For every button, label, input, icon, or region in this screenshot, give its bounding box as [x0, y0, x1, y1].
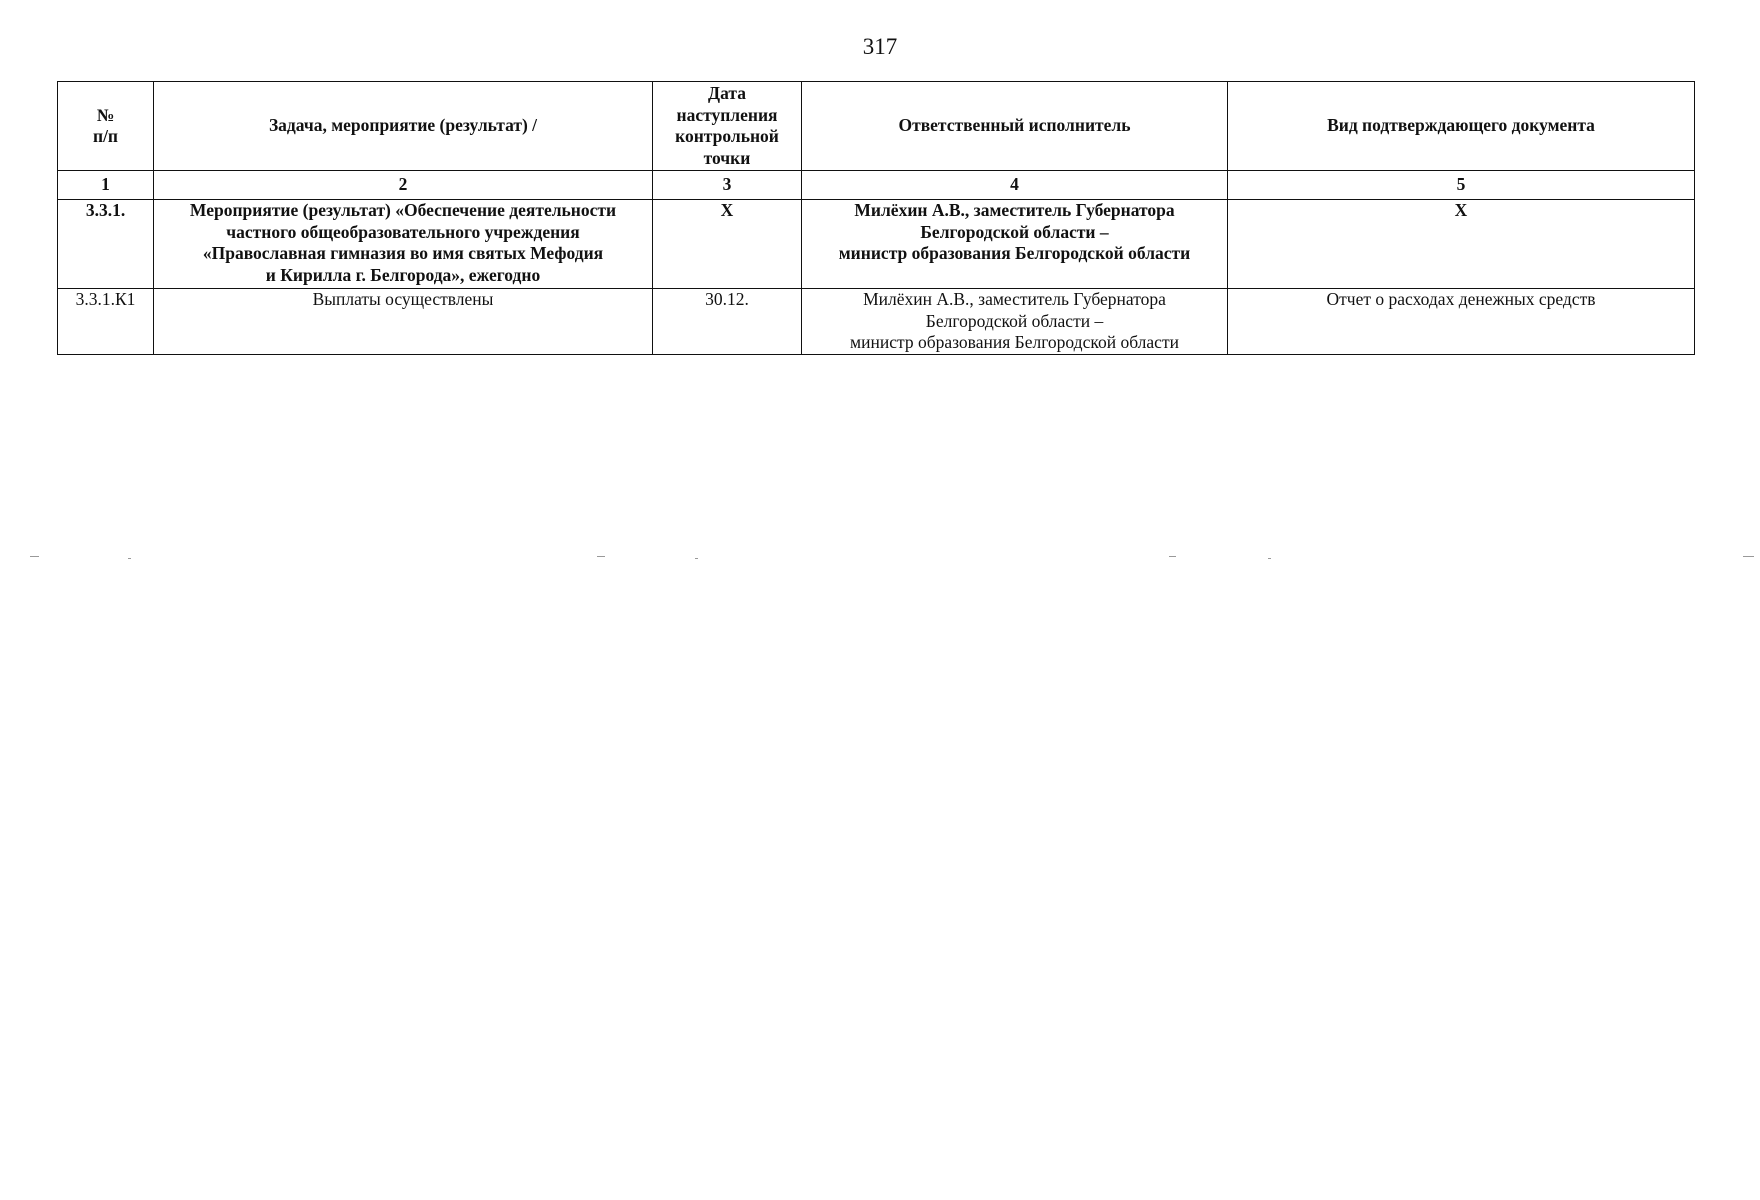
page-number: 317	[862, 34, 898, 59]
row-date: X	[653, 200, 802, 289]
column-numbers-row	[58, 171, 1695, 200]
executor-line: министр образования Белгородской области	[850, 332, 1179, 352]
row-executor	[802, 200, 1228, 289]
row-document: Отчет о расходах денежных средств	[1228, 289, 1695, 355]
executor-line: Белгородской области –	[920, 221, 1109, 242]
column-number: 5	[1228, 171, 1695, 200]
header-line: точки	[703, 147, 751, 168]
column-number: 1	[58, 171, 154, 200]
row-executor	[802, 289, 1228, 355]
row-task	[154, 289, 653, 355]
header-executor	[802, 82, 1228, 171]
header-row	[58, 82, 1695, 171]
header-line: наступления	[676, 104, 778, 125]
executor-line: министр образования Белгородской области	[838, 243, 1191, 263]
task-line: частного общеобразовательного учреждения	[226, 221, 580, 242]
table-row	[58, 289, 1695, 355]
scan-speck	[30, 556, 39, 557]
row-document: X	[1228, 200, 1695, 289]
header-document	[1228, 82, 1695, 171]
executor-line: Милёхин А.В., заместитель Губернатора	[854, 200, 1175, 220]
header-line: Вид подтверждающего документа	[1327, 115, 1595, 136]
column-number: 2	[154, 171, 653, 200]
scan-speck	[128, 558, 131, 559]
header-number	[58, 82, 154, 171]
scan-speck	[695, 558, 698, 559]
scan-speck	[1268, 558, 1271, 559]
header-line: №	[96, 104, 115, 125]
column-number: 4	[802, 171, 1228, 200]
header-date	[653, 82, 802, 171]
task-line: и Кирилла г. Белгорода», ежегодно	[265, 264, 541, 285]
row-task	[154, 200, 653, 289]
row-number: 3.3.1.К1	[58, 289, 154, 355]
column-number: 3	[653, 171, 802, 200]
scan-speck	[1169, 556, 1176, 557]
row-number: 3.3.1.	[58, 200, 154, 289]
header-line: Задача, мероприятие (результат) /	[268, 115, 538, 136]
scan-speck	[1743, 556, 1754, 557]
scan-speck	[597, 556, 605, 557]
header-line: Дата	[708, 83, 746, 103]
control-points-table	[57, 81, 1695, 355]
header-line: Ответственный исполнитель	[898, 115, 1131, 136]
task-line: Выплаты осуществлены	[312, 289, 494, 309]
header-line: п/п	[92, 126, 119, 146]
executor-line: Белгородской области –	[925, 310, 1104, 331]
executor-line: Милёхин А.В., заместитель Губернатора	[863, 289, 1166, 309]
task-line: «Православная гимназия во имя святых Мефодия	[202, 243, 604, 263]
header-task	[154, 82, 653, 171]
row-date: 30.12.	[653, 289, 802, 355]
header-line: контрольной	[675, 126, 779, 146]
task-line: Мероприятие (результат) «Обеспечение деятельности	[189, 200, 617, 220]
table-row	[58, 200, 1695, 289]
